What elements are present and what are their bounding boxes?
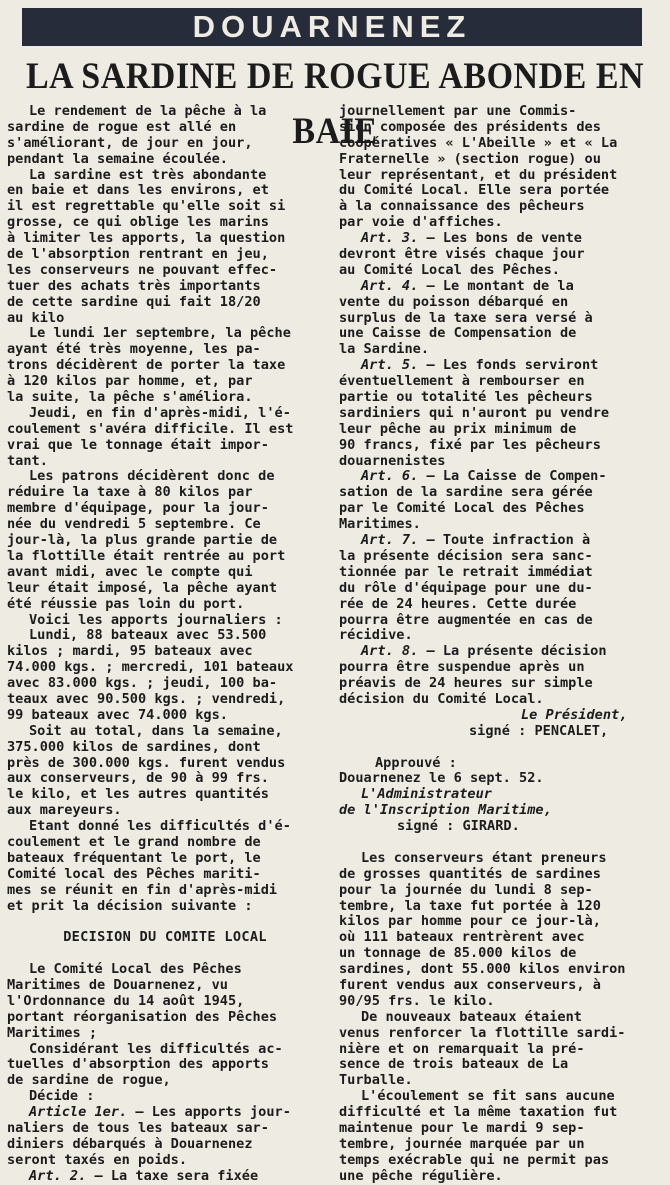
- text-line: sation de la sardine sera gérée: [339, 484, 593, 501]
- text-line: Voici les apports journaliers :: [29, 611, 283, 628]
- text-line: à limiter les apports, la question: [7, 230, 286, 247]
- text-line: Comité local des Pêches mariti-: [7, 865, 261, 882]
- text-line: naliers de tous les bateaux sar-: [7, 1120, 269, 1136]
- text-line: Article 1er. — Les apports jour-: [29, 1104, 291, 1121]
- text-line: vente du poisson débarqué en: [339, 293, 569, 310]
- text-line: grosse, ce qui oblige les marins: [7, 214, 269, 231]
- text-line: maintenue pour le mardi 9 sep-: [339, 1120, 585, 1136]
- text-line: douarnenistes: [339, 452, 446, 469]
- text-line: leur était imposé, la pêche ayant: [7, 579, 278, 596]
- text-line: Le Président,: [521, 706, 628, 723]
- text-line: où 111 bateaux rentrèrent avec: [339, 929, 585, 946]
- text-line: devront être visés chaque jour: [339, 246, 585, 263]
- text-line: un tonnage de 85.000 kilos de: [339, 945, 577, 962]
- article-headline: LA SARDINE DE ROGUE ABONDE EN BAIE: [25, 56, 645, 152]
- text-line: au Comité Local des Pêches.: [339, 261, 560, 278]
- text-line: Maritimes de Douarnenez, vu: [7, 976, 228, 993]
- text-line: de grosses quantités de sardines: [339, 865, 601, 882]
- text-line: 90/95 frs. le kilo.: [339, 992, 495, 1009]
- text-line: 375.000 kilos de sardines, dont: [7, 738, 261, 755]
- text-line: au kilo: [7, 309, 65, 326]
- text-line: l'Ordonnance du 14 août 1945,: [7, 992, 245, 1009]
- text-line: tionnée par le retrait immédiat: [339, 563, 593, 580]
- text-line: [7, 946, 323, 962]
- text-line: décision du Comité Local.: [339, 690, 544, 707]
- text-line: il est regrettable qu'elle soit si: [7, 198, 286, 215]
- text-line: par voie d'affiches.: [339, 214, 503, 231]
- text-line: Considérant les difficultés ac-: [29, 1040, 283, 1057]
- text-line: de sardine de rogue,: [7, 1072, 171, 1089]
- text-line: sardines, dont 55.000 kilos environ: [339, 961, 626, 978]
- text-line: née du vendredi 5 septembre. Ce: [7, 516, 261, 533]
- text-line: par le Comité Local des Pêches: [339, 500, 585, 517]
- text-line: Art. 6. — La Caisse de Compen-: [361, 468, 607, 485]
- text-line: avec 83.000 kgs. ; jeudi, 100 ba-: [7, 675, 278, 692]
- text-line: nière et on remarquait la pré-: [339, 1040, 585, 1057]
- text-line: pourra être augmentée en cas de: [339, 611, 593, 628]
- text-line: Maritimes.: [339, 516, 421, 533]
- text-line: tuer des achats très importants: [7, 277, 261, 294]
- text-line: signé : GIRARD.: [397, 818, 520, 835]
- text-line: jour-là, la plus grande partie de: [7, 532, 278, 549]
- text-line: la présente décision sera sanc-: [339, 547, 593, 564]
- text-line: avant midi, avec le compte qui: [7, 563, 253, 580]
- section-title: DOUARNENEZ: [192, 9, 472, 44]
- text-line: Le Comité Local des Pêches: [29, 961, 242, 978]
- text-line: diniers débarqués à Douarnenez: [7, 1135, 253, 1152]
- text-line: 90 francs, fixé par les pêcheurs: [339, 436, 601, 453]
- text-line: à la connaissance des pêcheurs: [339, 198, 585, 215]
- text-line: furent vendus aux conserveurs, à: [339, 976, 601, 993]
- text-line: Maritimes ;: [7, 1024, 98, 1041]
- text-line: Etant donné les difficultés d'é-: [29, 818, 291, 835]
- text-line: kilos ; mardi, 95 bateaux avec: [7, 643, 253, 660]
- text-line: Approuvé :: [375, 754, 457, 771]
- text-line: du rôle d'équipage pour une du-: [339, 579, 593, 596]
- text-line: Turballe.: [339, 1072, 413, 1089]
- text-line: récidive.: [339, 627, 413, 644]
- text-line: L'Administrateur: [361, 786, 492, 803]
- text-line: surplus de la taxe sera versé à: [339, 309, 593, 326]
- text-line: leur représentant, et du président: [339, 166, 618, 183]
- text-line: L'écoulement se fit sans aucune: [361, 1088, 615, 1105]
- text-line: Lundi, 88 bateaux avec 53.500: [29, 627, 267, 644]
- text-line: aux conserveurs, de 90 à 99 frs.: [7, 770, 269, 787]
- text-line: tembre, la taxe fut portée à 120: [339, 897, 601, 914]
- text-line: ayant été très moyenne, les pa-: [7, 341, 261, 358]
- text-line: de cette sardine qui fait 18/20: [7, 293, 261, 310]
- text-line: 74.000 kgs. ; mercredi, 101 bateaux: [7, 659, 294, 676]
- text-line: Art. 7. — Toute infraction à: [361, 532, 591, 549]
- text-line: les conserveurs ne pouvant effec-: [7, 261, 278, 278]
- text-line: trons décidèrent de porter la taxe: [7, 357, 286, 374]
- text-line: réduire la taxe à 80 kilos par: [7, 484, 253, 501]
- text-line: portant réorganisation des Pêches: [7, 1008, 278, 1025]
- text-line: De nouveaux bateaux étaient: [361, 1008, 582, 1025]
- text-line: [339, 740, 655, 756]
- text-line: à 120 kilos par homme, et, par: [7, 373, 253, 390]
- text-line: préavis de 24 heures sur simple: [339, 675, 593, 692]
- text-line: Art. 4. — Le montant de la: [361, 277, 574, 294]
- text-line: coulement et le grand nombre de: [7, 833, 261, 850]
- text-line: près de 300.000 kgs. furent vendus: [7, 754, 286, 771]
- text-line: Fraternelle » (section rogue) ou: [339, 150, 601, 167]
- text-line: membre d'équipage, pour la jour-: [7, 500, 269, 517]
- text-line: seront taxés en poids.: [7, 1151, 188, 1168]
- text-line: le kilo, et les autres quantités: [7, 786, 269, 803]
- text-line: coulement s'avéra difficile. Il est: [7, 420, 294, 437]
- text-line: Art. 8. — La présente décision: [361, 643, 607, 660]
- text-line: et prit la décision suivante :: [7, 897, 253, 914]
- text-line: temps exécrable qui ne permit pas: [339, 1151, 610, 1168]
- text-line: la flottille était rentrée au port: [7, 547, 286, 564]
- text-line: sardiniers qui n'auront pu vendre: [339, 404, 610, 421]
- text-line: signé : PENCALET,: [469, 722, 609, 739]
- text-line: été réussie pas loin du port.: [7, 595, 245, 612]
- text-line: Jeudi, en fin d'après-midi, l'é-: [29, 404, 291, 421]
- text-line: Art. 3. — Les bons de vente: [361, 230, 582, 247]
- text-line: une pêche régulière.: [339, 1167, 503, 1184]
- text-line: leur pêche au prix minimum de: [339, 420, 577, 437]
- text-line: la suite, la pêche s'améliora.: [7, 389, 253, 406]
- text-line: mes se réunit en fin d'après-midi: [7, 881, 278, 898]
- decision-heading: DECISION DU COMITE LOCAL: [63, 929, 267, 946]
- text-line: aux mareyeurs.: [7, 802, 122, 819]
- text-line: Décide :: [29, 1088, 95, 1105]
- text-line: s'améliorant, de jour en jour,: [7, 134, 253, 151]
- text-line: du Comité Local. Elle sera portée: [339, 182, 610, 199]
- text-line: de l'Inscription Maritime,: [339, 802, 552, 819]
- text-line: journellement par une Commis-: [339, 103, 577, 119]
- text-line: pourra être suspendue après un: [339, 659, 585, 676]
- text-line: difficulté et la même taxation fut: [339, 1104, 618, 1121]
- text-line: kilos par homme pour ce jour-là,: [339, 913, 601, 930]
- text-line: vrai que le tonnage était impor-: [7, 436, 269, 453]
- text-line: éventuellement à rembourser en: [339, 373, 585, 390]
- text-line: 99 bateaux avec 74.000 kgs.: [7, 706, 228, 723]
- text-line: tembre, journée marquée par un: [339, 1135, 585, 1152]
- text-line: venus renforcer la flottille sardi-: [339, 1024, 626, 1041]
- text-line: Les patrons décidèrent donc de: [29, 468, 275, 485]
- section-banner: [22, 8, 642, 46]
- text-line: pour la journée du lundi 8 sep-: [339, 881, 593, 898]
- text-line: en baie et dans les environs, et: [7, 182, 269, 199]
- text-line: la Sardine.: [339, 341, 430, 358]
- text-line: La sardine est très abondante: [29, 166, 267, 183]
- text-line: Art. 2. — La taxe sera fixée: [29, 1167, 259, 1184]
- text-line: Les conserveurs étant preneurs: [361, 849, 607, 866]
- text-line: une Caisse de Compensation de: [339, 325, 577, 342]
- text-line: Soit au total, dans la semaine,: [29, 722, 283, 739]
- text-line: sion composée des présidents des: [339, 118, 601, 135]
- text-line: teaux avec 90.500 kgs. ; vendredi,: [7, 690, 286, 707]
- text-line: Le rendement de la pêche à la: [29, 103, 267, 119]
- text-line: [339, 835, 655, 851]
- text-line: Douarnenez le 6 sept. 52.: [339, 770, 544, 787]
- article-column-left: [7, 104, 323, 1185]
- text-line: sardine de rogue est allé en: [7, 118, 237, 135]
- text-line: [7, 914, 323, 930]
- text-line: partie ou totalité les pêcheurs: [339, 389, 593, 406]
- text-line: de l'absorption rentrant en jeu,: [7, 246, 269, 263]
- text-line: coopératives « L'Abeille » et « La: [339, 134, 618, 151]
- article-column-right: [339, 104, 655, 1185]
- text-line: sence de trois bateaux de La: [339, 1056, 569, 1073]
- text-line: pendant la semaine écoulée.: [7, 150, 228, 167]
- text-line: Art. 5. — Les fonds serviront: [361, 357, 599, 374]
- text-line: tuelles d'absorption des apports: [7, 1056, 269, 1073]
- text-line: rée de 24 heures. Cette durée: [339, 595, 577, 612]
- text-line: Le lundi 1er septembre, la pêche: [29, 325, 291, 342]
- text-line: tant.: [7, 452, 48, 469]
- text-line: bateaux fréquentant le port, le: [7, 849, 261, 866]
